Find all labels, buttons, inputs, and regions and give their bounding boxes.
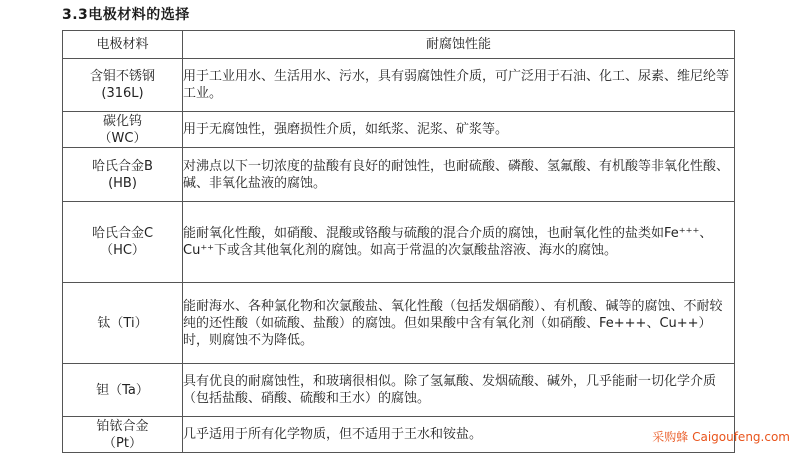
material-name: 哈氏合金C — [91, 226, 154, 241]
table-row — [63, 417, 735, 453]
material-property: 能耐氧化性酸，如硝酸、混酸或铬酸与硫酸的混合介质的腐蚀，也耐氧化性的盐类如Fe⁺⁺⁺、Cu⁺⁺下或含其他氧化剂的腐蚀。如高于常温的次氯酸盐溶液、海水的腐蚀。 — [183, 202, 735, 283]
header-corrosion-resistance: 耐腐蚀性能 — [183, 31, 735, 59]
material-code: （Pt） — [103, 435, 142, 451]
material-name-cell — [63, 364, 183, 417]
electrode-materials-table — [62, 30, 735, 453]
material-name-cell — [63, 112, 183, 148]
table-row — [63, 59, 735, 112]
material-code: (316L) — [101, 86, 144, 101]
material-name-cell — [63, 202, 183, 283]
section-title: 3.3电极材料的选择 — [62, 7, 190, 23]
watermark: 采购蜂 Caigoufeng.com — [652, 430, 790, 444]
material-name-cell — [63, 283, 183, 364]
material-code: (HB) — [108, 175, 137, 191]
material-property: 几乎适用于所有化学物质，但不适用于王水和铵盐。 — [183, 417, 735, 453]
material-property: 对沸点以下一切浓度的盐酸有良好的耐蚀性，也耐硫酸、磷酸、氢氟酸、有机酸等非氧化性酸、碱、非氧化盐液的腐蚀。 — [183, 148, 735, 202]
material-property: 具有优良的耐腐蚀性，和玻璃很相似。除了氢氟酸、发烟硫酸、碱外，几乎能耐一切化学介质（包括盐酸、硝酸、硫酸和王水）的腐蚀。 — [183, 364, 735, 417]
table-header-row — [63, 31, 735, 59]
material-property: 用于工业用水、生活用水、污水，具有弱腐蚀性介质，可广泛用于石油、化工、尿素、维尼纶等工业。 — [183, 59, 735, 112]
header-material: 电极材料 — [63, 31, 183, 59]
table-row — [63, 148, 735, 202]
material-name-cell — [63, 59, 183, 112]
material-code: （HC） — [100, 243, 145, 258]
material-name-cell — [63, 148, 183, 202]
material-name: 哈氏合金B — [92, 158, 153, 174]
material-name: 钽（Ta） — [96, 382, 149, 398]
material-property: 能耐海水、各种氯化物和次氯酸盐、氧化性酸（包括发烟硝酸）、有机酸、碱等的腐蚀、不耐较纯的还性酸（如硫酸、盐酸）的腐蚀。但如果酸中含有氧化剂（如硝酸、Fe+++、Cu++）时，则腐蚀不为降低。 — [183, 283, 735, 364]
material-name-cell — [63, 417, 183, 453]
material-property: 用于无腐蚀性，强磨损性介质，如纸浆、泥浆、矿浆等。 — [183, 112, 735, 148]
table-row — [63, 364, 735, 417]
table-row — [63, 112, 735, 148]
table-row — [63, 202, 735, 283]
material-name: 碳化钨 — [102, 113, 142, 129]
material-name: 钛（Ti） — [97, 315, 148, 331]
material-code: （WC） — [98, 130, 147, 146]
material-name: 铂铱合金 — [96, 418, 149, 434]
table-row — [63, 283, 735, 364]
material-name: 含钼不锈钢 — [89, 69, 155, 84]
